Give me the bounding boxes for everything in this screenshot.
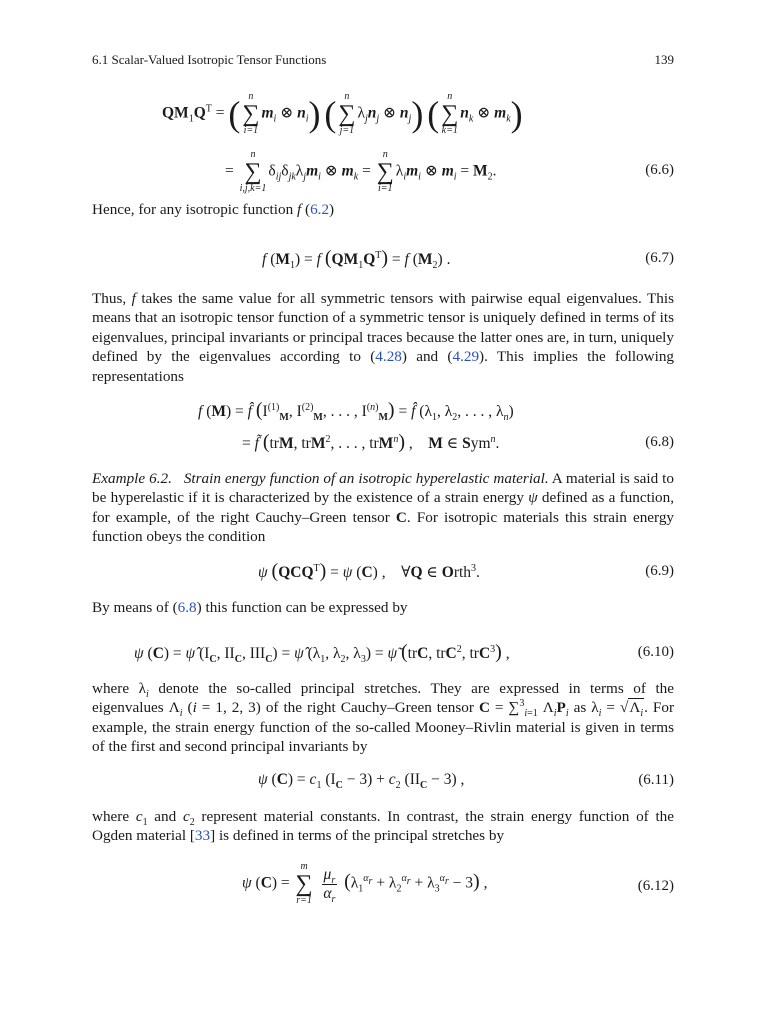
equation-6-6-line-2: = n ∑ i,j,k=1 $\delta_{ij}\delta_{jk}\lambda_jm_i$ ⊗ $m_k$ = n ∑ i=1 $\lambda_im_i$ ⊗ $m_i = M_2$. (6.6) (225, 149, 674, 194)
equation-6-12: ψ (C) = m ∑ r=1 $\frac{\mu_r}{\alpha_r}$ $(\lambda_1^{\alpha_r} + \lambda_2^{\alpha_r} + \lambda_3^{\alpha_r} - 3)$ , (6.12) (242, 861, 674, 906)
paragraph-thus: Thus, f takes the same value for all symmetric tensors with pairwise equal eigenvalues. This means that an isotropic tensor function of a symmetric tensor is uniquely defined in terms of its eigenvalues, principal invariants or principal traces because the latter ones are, in turn, uniquely defined by the eigenvalues according to (4.28) and (4.29). This implies the following representations (92, 290, 675, 385)
page-number: 139 (654, 52, 674, 67)
equation-6-10: ψ (C) = ψ̂ ($I_C$, $II_C$, $III_C$) = ψ̂ ($\lambda_1$, $\lambda_2$, $\lambda_3$) = ψ̃ (trC, trC$^2$, trC$^3$) , (6.10) (134, 641, 674, 666)
paragraph-example-6-2: Example 6.2. Strain energy function of an isotropic hyperelastic material. A material is said to be hyperelastic if it is characterized by the existence of a strain energy ψ defined as a function, for example, of the right Cauchy–Green tensor C. For isotropic materials this strain energy function obeys the condition (92, 470, 675, 546)
equation-number: (6.9) (645, 563, 674, 579)
equation-link[interactable]: 6.2 (310, 201, 330, 218)
equation-6-9: ψ $(QCQ^T) = \psi$ (C) , ∀Q ∈ Orth$^3$. (6.9) (258, 560, 674, 582)
paragraph-by-means: By means of (6.8) this function can be expressed by (92, 599, 408, 616)
paragraph-where-lambda: where $\lambda_i$ denote the so-called principal stretches. They are expressed in terms of the eigenvalues $\Lambda_i$ (i = 1, 2, 3) of the right Cauchy–Green tensor C = ∑$^3_{i=1}$ $\Lambda_iP_i$ as $\lambda_i = √\Lambda_i$. For example, the strain energy function of the so-called Mooney–Rivlin material is given in terms of the first and second principal invariants by (92, 680, 675, 756)
equation-6-8-line-2: = f̃ (trM, trM$^2$, . . . , trM$^n$) , M ∈ Sym$^n$. (6.8) (242, 431, 674, 453)
equation-number: (6.12) (637, 878, 674, 894)
equation-link[interactable]: 4.29 (452, 348, 480, 366)
section-title: 6.1 Scalar-Valued Isotropic Tensor Functions (92, 52, 327, 67)
equation-number: (6.7) (645, 250, 674, 266)
paragraph-hence: Hence, for any isotropic function f (6.2) (92, 201, 335, 218)
equation-link[interactable]: 6.8 (177, 599, 197, 616)
equation-number: (6.6) (645, 162, 674, 178)
equation-number: (6.8) (645, 434, 674, 450)
paragraph-where-constants: where $c_1$ and $c_2$ represent material constants. In contrast, the strain energy function of the Ogden material [33] is defined in terms of the principal stretches by (92, 808, 674, 845)
equation-6-7: f $(M_1) = f$ $(QM_1Q^T) = f$ $(M_2)$ . (6.7) (262, 247, 674, 272)
equation-number: (6.11) (638, 772, 674, 788)
equation-6-8-line-1: f (M) = f̂ ($I^{(1)}_M$, $I^{(2)}_M$, . . . , $I^{(n)}_M$) = f̂ ($\lambda_1$, $\lambda_2$, . . . , $\lambda_n$) (198, 399, 514, 424)
equation-6-6-line-1: $QM_1Q^T$ = ( n ∑ i=1 $m_i$ ⊗ $n_i$) ( n ∑ j=1 $\lambda_jn_j$ ⊗ $n_j$) ( n ∑ k=1 $n_k$ ⊗ $m_k$) (162, 91, 523, 136)
equation-6-11: ψ $(C) = c_1$ $(I_C - 3) + c_2$ $(II_C - 3)$ , (6.11) (92, 768, 674, 816)
citation-link[interactable]: 33 (194, 827, 211, 845)
equation-number: (6.10) (637, 644, 674, 660)
equation-link[interactable]: 4.28 (375, 348, 402, 366)
